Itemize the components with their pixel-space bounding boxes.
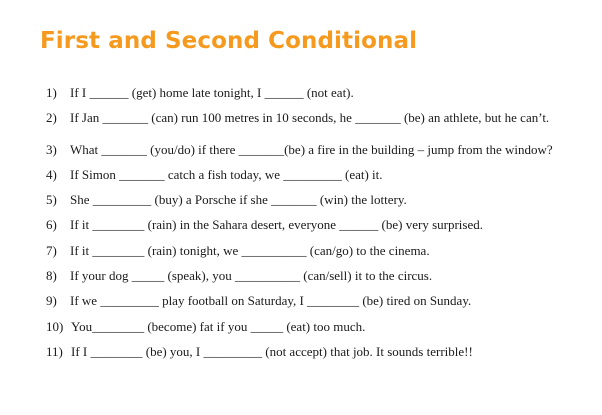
- exercise-item-11: [46, 343, 591, 360]
- exercise-number: 3): [46, 141, 57, 157]
- exercise-item-5: [46, 191, 591, 208]
- exercise-sentence: If it ________ (rain) tonight, we __________ (can/go) to the cinema.: [70, 242, 430, 258]
- exercise-sentence: If Jan _______ (can) run 100 metres in 10 seconds, he _______ (be) an athlete, but he can’t.: [70, 110, 550, 126]
- exercise-number: 7): [46, 242, 57, 258]
- exercise-list: [46, 84, 591, 368]
- exercise-sentence: If Simon _______ catch a fish today, we _________ (eat) it.: [70, 166, 383, 182]
- exercise-sentence: If I ______ (get) home late tonight, I ______ (not eat).: [70, 85, 354, 100]
- exercise-item-10: [46, 318, 591, 335]
- exercise-sentence: What _______ (you/do) if there _______(be) a fire in the building – jump from the window?: [70, 141, 553, 157]
- exercise-sentence: If I ________ (be) you, I _________ (not accept) that job. It sounds terrible!!: [71, 343, 473, 359]
- exercise-number: 2): [46, 110, 57, 126]
- worksheet-title: First and Second Conditional: [40, 28, 418, 54]
- exercise-number: 11): [46, 343, 63, 359]
- exercise-number: 4): [46, 166, 57, 182]
- exercise-item-2: [46, 109, 591, 132]
- exercise-item-7: [46, 242, 591, 259]
- exercise-number: 5): [46, 192, 57, 208]
- exercise-item-9: [46, 292, 591, 309]
- exercise-item-4: [46, 166, 591, 183]
- exercise-item-3: [46, 141, 591, 158]
- exercise-number: 1): [46, 85, 57, 100]
- exercise-number: 10): [46, 318, 64, 334]
- exercise-sentence: If it ________ (rain) in the Sahara desert, everyone ______ (be) very surprised.: [70, 217, 483, 233]
- exercise-sentence: If your dog _____ (speak), you __________ (can/sell) it to the circus.: [70, 268, 433, 284]
- exercise-item-8: [46, 267, 591, 284]
- exercise-sentence: If we _________ play football on Saturday, I ________ (be) tired on Sunday.: [70, 293, 472, 309]
- exercise-sentence: She _________ (buy) a Porsche if she _______ (win) the lottery.: [70, 192, 407, 208]
- exercise-sentence: You________ (become) fat if you _____ (eat) too much.: [71, 318, 366, 334]
- exercise-number: 9): [46, 293, 57, 309]
- exercise-number: 8): [46, 268, 57, 284]
- exercise-item-1: [46, 84, 591, 101]
- exercise-item-6: [46, 216, 591, 233]
- exercise-number: 6): [46, 217, 57, 233]
